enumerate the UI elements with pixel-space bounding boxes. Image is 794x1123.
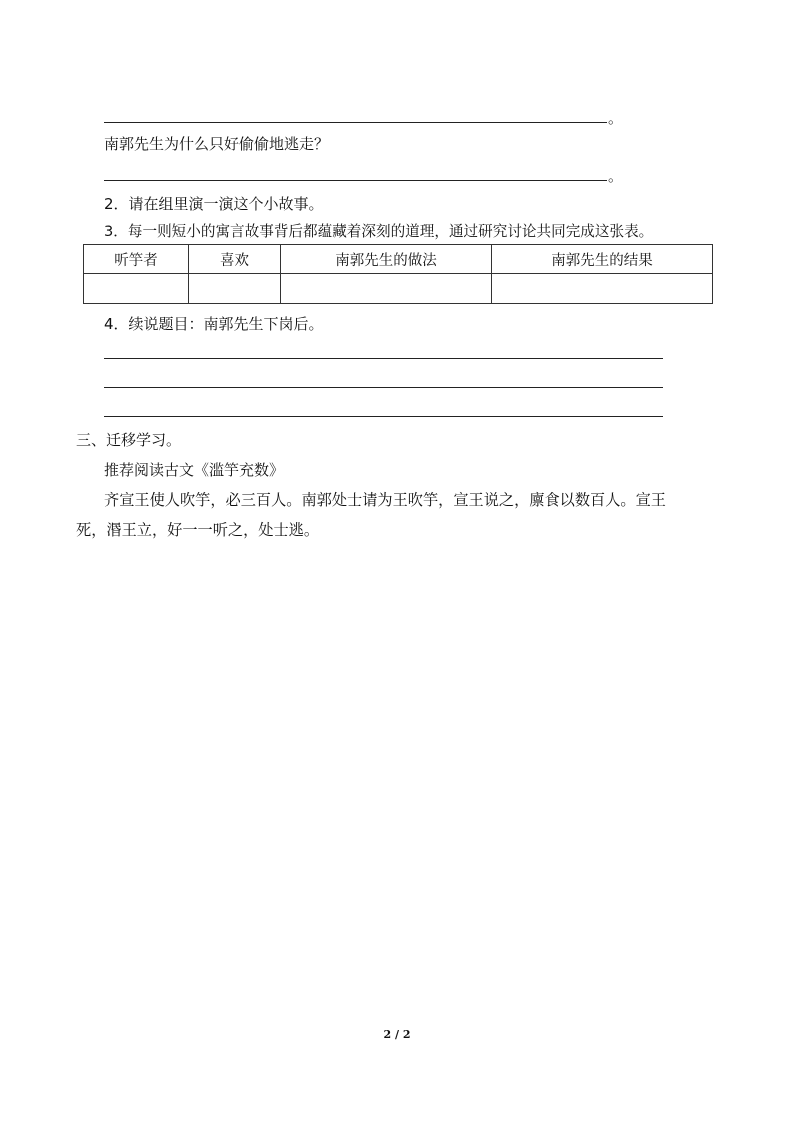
period-mark: 。 <box>608 167 624 185</box>
table-cell[interactable] <box>281 274 492 304</box>
reading-intro: 推荐阅读古文《滥竽充数》 <box>104 461 285 479</box>
answer-line[interactable] <box>104 416 663 417</box>
question-3: 3．每一则短小的寓言故事背后都蕴藏着深刻的道理，通过研究讨论共同完成这张表。 <box>104 223 654 240</box>
table-cell[interactable] <box>189 274 281 304</box>
table-header-cell: 听竽者 <box>84 245 189 274</box>
table-header-row <box>84 245 713 274</box>
table-cell[interactable] <box>84 274 189 304</box>
section-title: 三、迁移学习。 <box>76 431 182 449</box>
passage-line: 死，湣王立，好一一听之，处士逃。 <box>76 521 319 539</box>
answer-line[interactable] <box>104 180 607 181</box>
table-cell[interactable] <box>492 274 713 304</box>
period-mark: 。 <box>608 109 624 127</box>
question-4: 4．续说题目：南郭先生下岗后。 <box>104 315 324 333</box>
answer-line[interactable] <box>104 358 663 359</box>
analysis-table <box>83 244 713 304</box>
question-text: 南郭先生为什么只好偷偷地逃走？ <box>104 135 330 153</box>
table-row <box>84 274 713 304</box>
page-number: 2 / 2 <box>383 1028 411 1041</box>
table-header-cell: 喜欢 <box>189 245 281 274</box>
answer-line[interactable] <box>104 122 607 123</box>
answer-line[interactable] <box>104 387 663 388</box>
question-2: 2．请在组里演一演这个小故事。 <box>104 195 324 213</box>
table-header-cell: 南郭先生的结果 <box>492 245 713 274</box>
table-header-cell: 南郭先生的做法 <box>281 245 492 274</box>
passage-line: 齐宣王使人吹竽，必三百人。南郭处士请为王吹竽，宣王说之，廪食以数百人。宣王 <box>104 491 666 509</box>
